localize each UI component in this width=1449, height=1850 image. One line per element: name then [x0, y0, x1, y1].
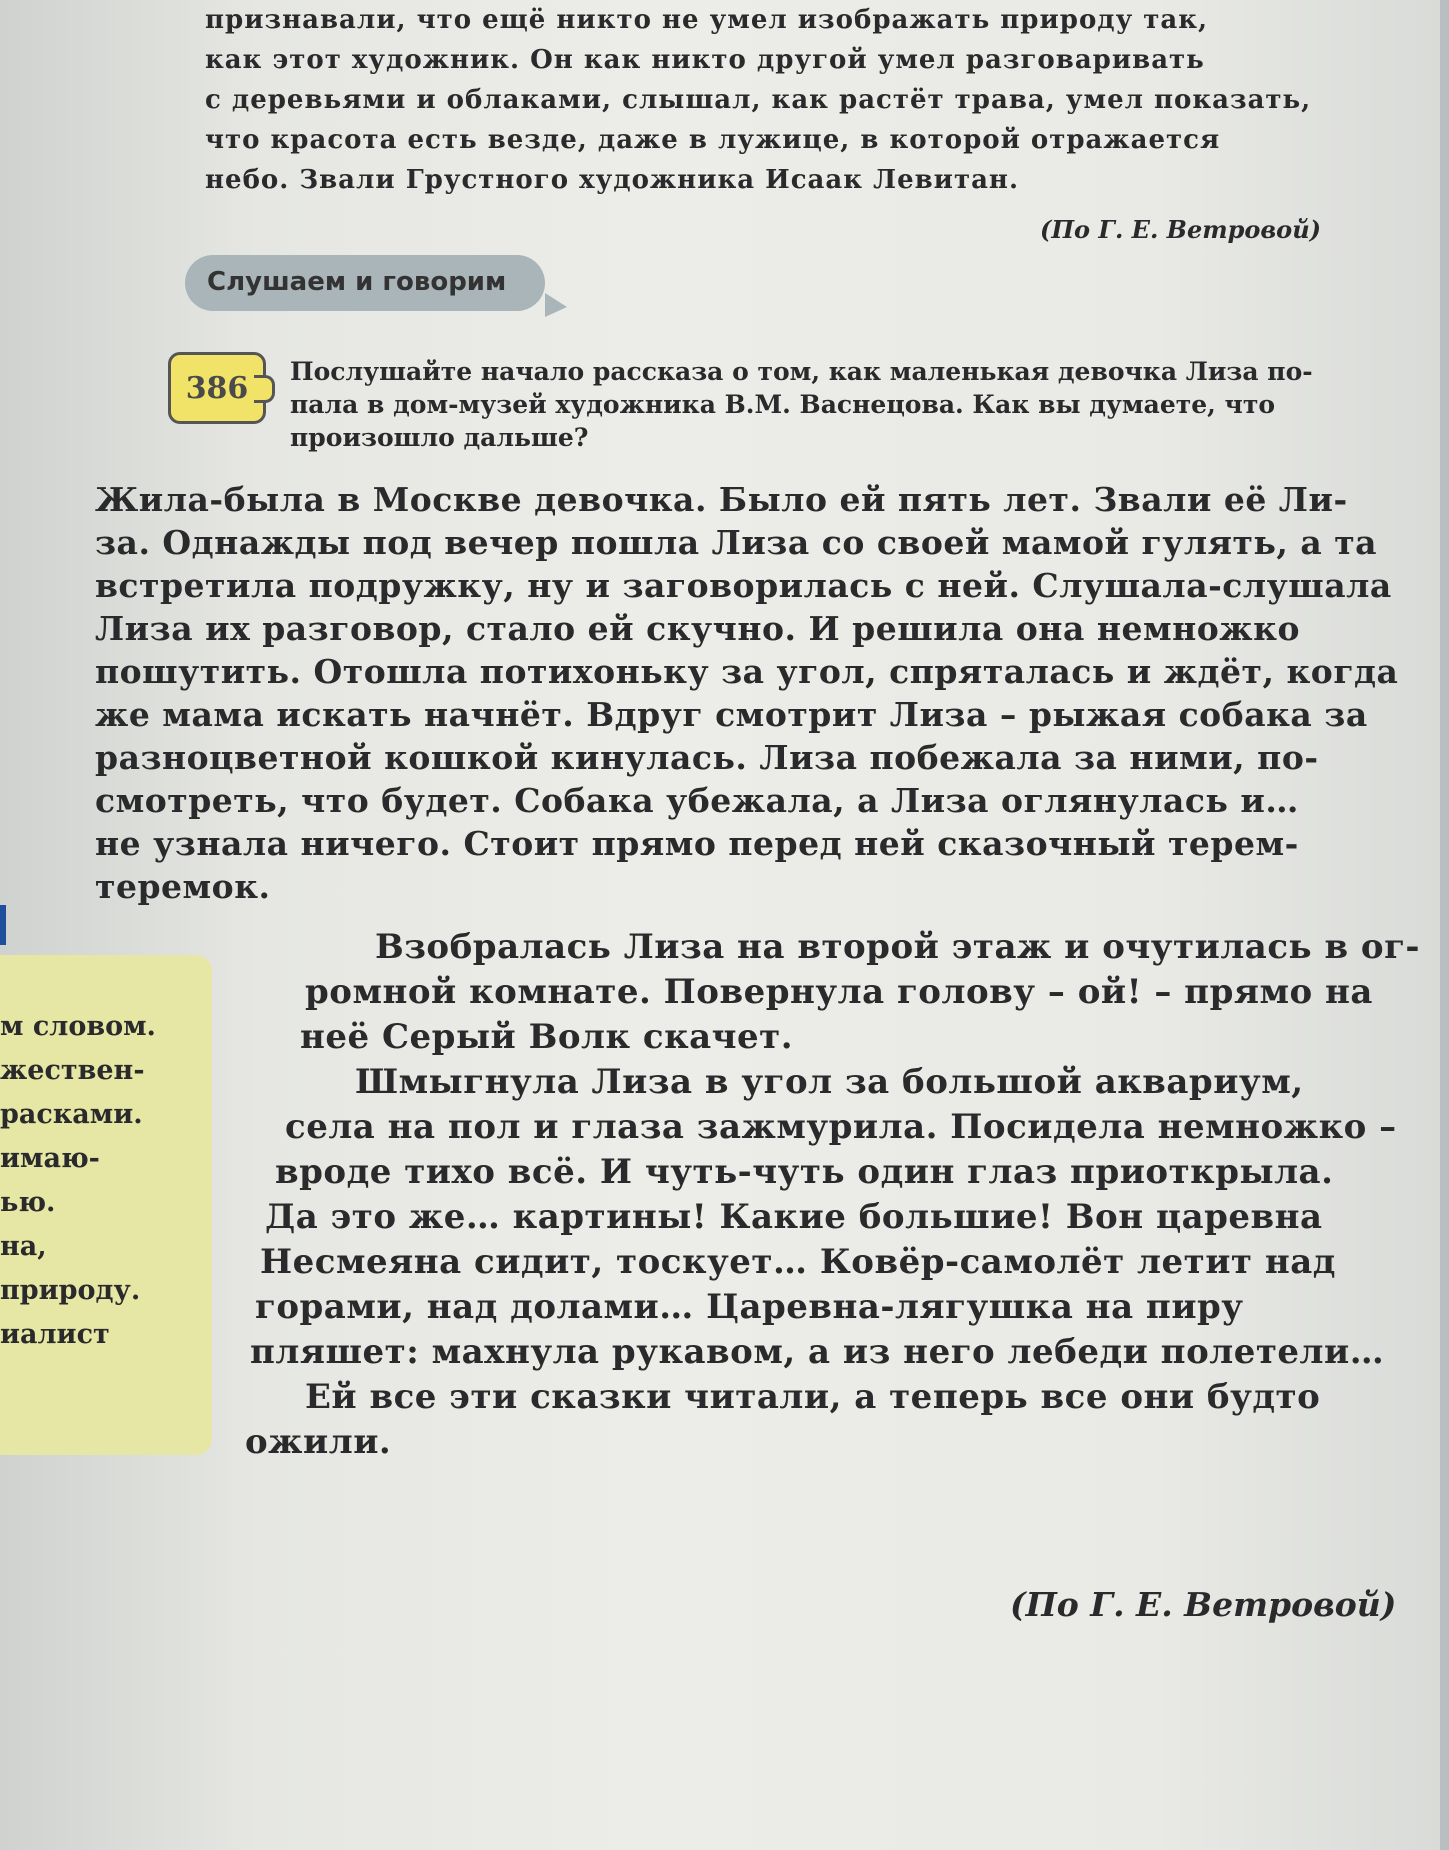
- side-note-line: расками.: [0, 1099, 143, 1130]
- side-note-line: природу.: [0, 1275, 141, 1306]
- text-line: признавали, что ещё никто не умел изображать природу так,: [205, 5, 1209, 35]
- story-line: Несмеяна сидит, тоскует… Ковёр-самолёт летит над: [260, 1242, 1336, 1282]
- story-line: встретила подружку, ну и заговорилась с ней. Слушала-слушала: [95, 566, 1392, 605]
- exercise-number-badge: 386: [168, 352, 266, 424]
- story-line: за. Однажды под вечер пошла Лиза со своей мамой гулять, а та: [95, 523, 1378, 562]
- task-line: произошло дальше?: [290, 423, 589, 452]
- side-note-line: иалист: [0, 1319, 110, 1350]
- side-note-line: ью.: [0, 1187, 56, 1218]
- story-line: Взобралась Лиза на второй этаж и очутилась в ог-: [375, 927, 1421, 967]
- story-line: Жила-была в Москве девочка. Было ей пять лет. Звали её Ли-: [95, 480, 1348, 519]
- story-line: теремок.: [95, 867, 271, 906]
- side-note-line: имаю-: [0, 1143, 100, 1174]
- story-paragraph-1: [95, 478, 1399, 908]
- text-line: с деревьями и облаками, слышал, как растёт трава, умел показать,: [205, 85, 1312, 115]
- story-line: разноцветной кошкой кинулась. Лиза побежала за ними, по-: [95, 738, 1319, 777]
- story-line: ожили.: [245, 1422, 392, 1462]
- story-line: Ей все эти сказки читали, а теперь все они будто: [305, 1377, 1321, 1417]
- top-paragraph: [205, 0, 1335, 200]
- text-line: небо. Звали Грустного художника Исаак Левитан.: [205, 165, 1020, 195]
- section-label: Слушаем и говорим: [207, 267, 507, 297]
- story-line: Да это же… картины! Какие большие! Вон царевна: [265, 1197, 1323, 1237]
- story-line: пляшет: махнула рукавом, а из него лебеди полетели…: [250, 1332, 1385, 1372]
- side-note-line: м словом.: [0, 1011, 156, 1042]
- side-note-line: на,: [0, 1231, 47, 1262]
- source-attribution: (По Г. Е. Ветровой): [1040, 215, 1321, 244]
- story-line: села на пол и глаза зажмурила. Посидела немножко –: [285, 1107, 1397, 1147]
- story-line: пошутить. Отошла потихоньку за угол, спряталась и ждёт, когда: [95, 652, 1399, 691]
- story-line: вроде тихо всё. И чуть-чуть один глаз приоткрыла.: [275, 1152, 1334, 1192]
- section-label-bubble: [185, 255, 545, 311]
- story-line: Лиза их разговор, стало ей скучно. И решила она немножко: [95, 609, 1300, 648]
- story-line: неё Серый Волк скачет.: [300, 1017, 794, 1057]
- task-line: пала в дом-музей художника В.М. Васнецова. Как вы думаете, что: [290, 390, 1276, 419]
- task-line: Послушайте начало рассказа о том, как маленькая девочка Лиза по-: [290, 357, 1313, 386]
- text-line: как этот художник. Он как никто другой умел разговаривать: [205, 45, 1205, 75]
- story-line: же мама искать начнёт. Вдруг смотрит Лиза – рыжая собака за: [95, 695, 1368, 734]
- text-line: что красота есть везде, даже в лужице, в которой отражается: [205, 125, 1221, 155]
- margin-marker: [0, 905, 6, 945]
- story-line: смотреть, что будет. Собака убежала, а Лиза оглянулась и…: [95, 781, 1299, 820]
- speech-tail-icon: [545, 293, 567, 317]
- story-paragraph-2: [245, 925, 1421, 1465]
- story-line: горами, над долами… Царевна-лягушка на пиру: [255, 1287, 1244, 1327]
- story-line: ромной комнате. Повернула голову – ой! – прямо на: [305, 972, 1373, 1012]
- story-line: Шмыгнула Лиза в угол за большой аквариум,: [355, 1062, 1304, 1102]
- source-attribution: (По Г. Е. Ветровой): [1010, 1585, 1397, 1624]
- side-note-line: жествен-: [0, 1055, 145, 1086]
- exercise-task: [290, 355, 1340, 454]
- side-note-text: [0, 1005, 156, 1357]
- story-line: не узнала ничего. Стоит прямо перед ней сказочный терем-: [95, 824, 1299, 863]
